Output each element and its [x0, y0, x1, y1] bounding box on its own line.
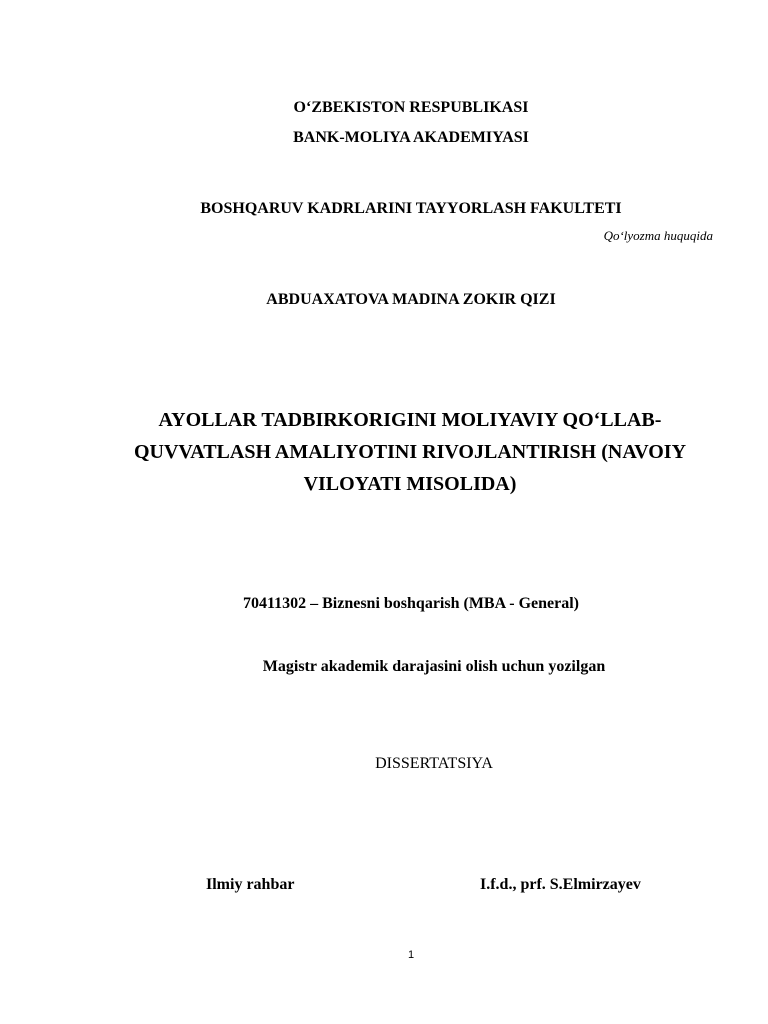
- specialty-code: 70411302 – Biznesni boshqarish (MBA - General): [242, 595, 580, 612]
- title-line-1: AYOLLAR TADBIRKORIGINI MOLIYAVIY QO‘LLAB-: [158, 409, 662, 431]
- republic-heading: O‘ZBEKISTON RESPUBLIKASI: [293, 99, 529, 116]
- page-number: 1: [407, 949, 415, 961]
- manuscript-note: Qo‘lyozma huquqida: [603, 228, 713, 243]
- faculty-heading: BOSHQARUV KADRLARINI TAYYORLASH FAKULTETI: [200, 200, 622, 217]
- academy-heading: BANK-MOLIYA AKADEMIYASI: [293, 129, 529, 146]
- supervisor-name: I.f.d., prf. S.Elmirzayev: [480, 876, 641, 893]
- title-line-2: QUVVATLASH AMALIYOTINI RIVOJLANTIRISH (NAVOIY: [133, 441, 687, 463]
- title-line-3: VILOYATI MISOLIDA): [303, 473, 517, 495]
- supervisor-label: Ilmiy rahbar: [206, 876, 295, 893]
- author-name: ABDUAXATOVA MADINA ZOKIR QIZI: [266, 291, 556, 308]
- dissertation-title: [0, 404, 768, 500]
- degree-note: Magistr akademik darajasini olish uchun yozilgan: [262, 658, 606, 675]
- document-type: DISSERTATSIYA: [375, 755, 493, 772]
